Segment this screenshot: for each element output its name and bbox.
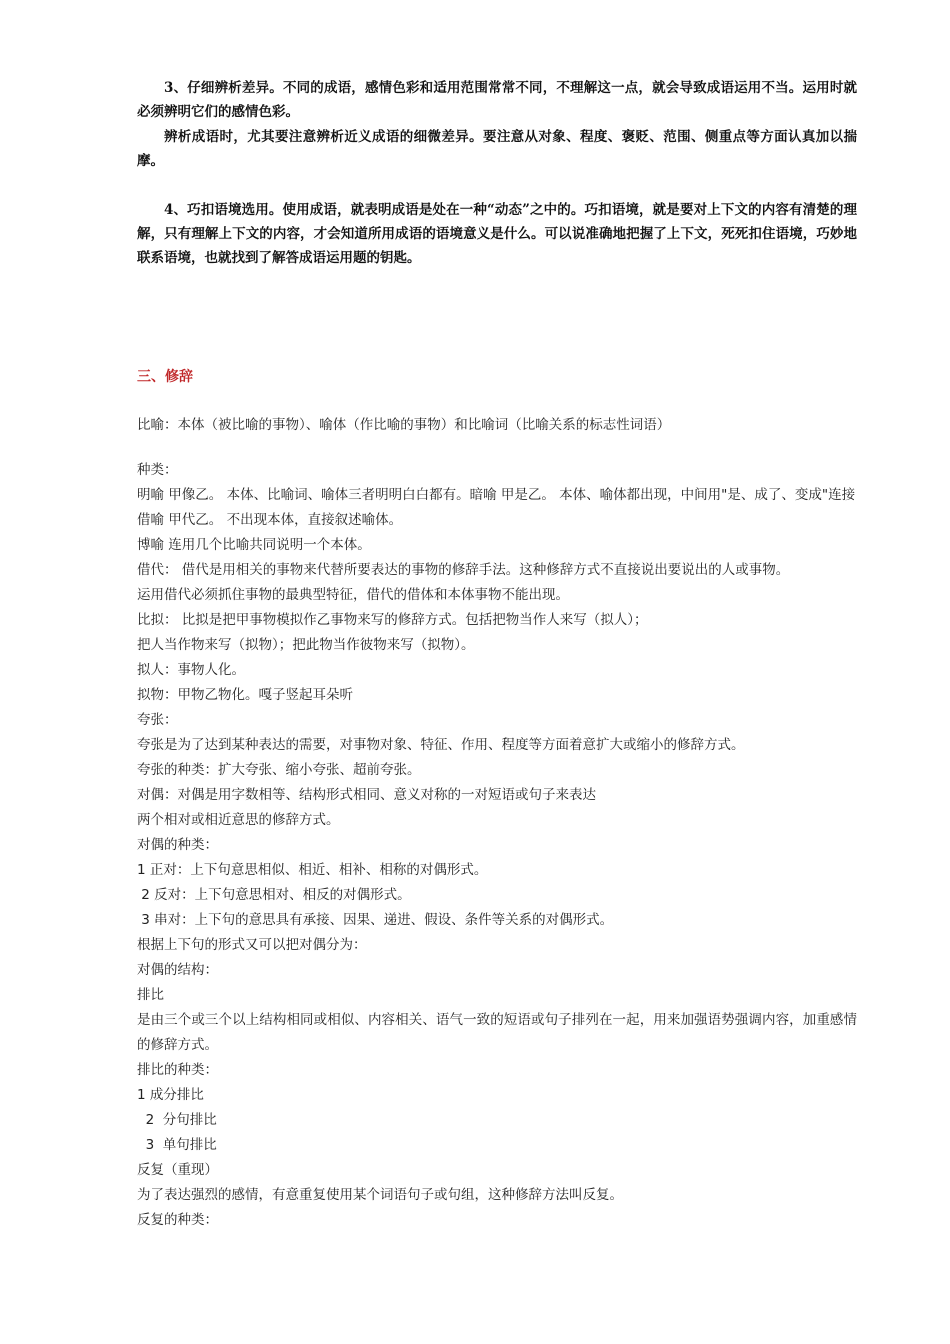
text-line: 排比的种类： <box>137 1062 218 1078</box>
text-line: 夸张： <box>137 712 178 728</box>
text-line: 夸张是为了达到某种表达的需要，对事物对象、特征、作用、程度等方面着意扩大或缩小的修辞方式。 <box>137 737 745 753</box>
text-line: 反复的种类： <box>137 1212 218 1228</box>
text-line: 夸张的种类：扩大夸张、缩小夸张、超前夸张。 <box>137 762 421 778</box>
text-line: 种类： <box>137 462 178 478</box>
text-line: 明喻 甲像乙。 本体、比喻词、喻体三者明明白白都有。暗喻 甲是乙。 本体、喻体都出现，中间用"是、成了、变成"连接 <box>137 487 856 503</box>
section-heading: 三、修辞 <box>137 369 193 385</box>
text-line: 拟人：事物人化。 <box>137 662 245 678</box>
text-line: 对偶：对偶是用字数相等、结构形式相同、意义对称的一对短语或句子来表达 <box>137 787 596 803</box>
rhetoric-content <box>137 458 857 1233</box>
text-line: 排比 <box>137 987 164 1003</box>
text-line: 反复（重现） <box>137 1162 218 1178</box>
paragraph-differentiate: 3、仔细辨析差异。不同的成语，感情色彩和适用范围常常不同，不理解这一点，就会导致成语运用不当。运用时就必须辨明它们的感情色彩。 <box>137 80 857 120</box>
paragraph-context: 4、巧扣语境选用。使用成语，就表明成语是处在一种“动态”之中的。巧扣语境，就是要对上下文的内容有清楚的理解，只有理解上下文的内容，才会知道所用成语的语境意义是什么。可以说准确地把握了上下文，死死扣住语境，巧妙地联系语境，也就找到了解答成语运用题的钥匙。 <box>137 202 857 266</box>
text-line: 博喻 连用几个比喻共同说明一个本体。 <box>137 537 371 553</box>
text-line: 根据上下句的形式又可以把对偶分为： <box>137 937 367 953</box>
text-line: 1 成分排比 <box>137 1087 204 1103</box>
metaphor-definition: 比喻：本体（被比喻的事物）、喻体（作比喻的事物）和比喻词（比喻关系的标志性词语） <box>137 417 671 433</box>
text-line: 3 串对：上下句的意思具有承接、因果、递进、假设、条件等关系的对偶形式。 <box>137 912 614 928</box>
text-line: 两个相对或相近意思的修辞方式。 <box>137 812 340 828</box>
text-line: 拟物：甲物乙物化。嘎子竖起耳朵听 <box>137 687 353 703</box>
paragraph-synonym-idioms: 辨析成语时，尤其要注意辨析近义成语的细微差异。要注意从对象、程度、褒贬、范围、侧重点等方面认真加以揣摩。 <box>137 129 857 169</box>
text-line: 3 单句排比 <box>137 1137 217 1153</box>
text-line: 比拟： 比拟是把甲事物模拟作乙事物来写的修辞方式。包括把物当作人来写（拟人）； <box>137 612 648 628</box>
text-line: 是由三个或三个以上结构相同或相似、内容相关、语气一致的短语或句子排列在一起，用来加强语势强调内容，加重感情的修辞方式。 <box>137 1012 857 1053</box>
text-line: 2 反对：上下句意思相对、相反的对偶形式。 <box>137 887 411 903</box>
text-line: 把人当作物来写（拟物）；把此物当作彼物来写（拟物）。 <box>137 637 475 653</box>
text-line: 借喻 甲代乙。 不出现本体，直接叙述喻体。 <box>137 512 403 528</box>
text-line: 对偶的种类： <box>137 837 218 853</box>
text-line: 借代： 借代是用相关的事物来代替所要表达的事物的修辞手法。这种修辞方式不直接说出要说出的人或事物。 <box>137 562 790 578</box>
text-line: 1 正对：上下句意思相似、相近、相补、相称的对偶形式。 <box>137 862 488 878</box>
text-line: 2 分句排比 <box>137 1112 217 1128</box>
text-line: 对偶的结构： <box>137 962 218 978</box>
text-line: 为了表达强烈的感情，有意重复使用某个词语句子或句组，这种修辞方法叫反复。 <box>137 1187 623 1203</box>
text-line: 运用借代必须抓住事物的最典型特征，借代的借体和本体事物不能出现。 <box>137 587 569 603</box>
